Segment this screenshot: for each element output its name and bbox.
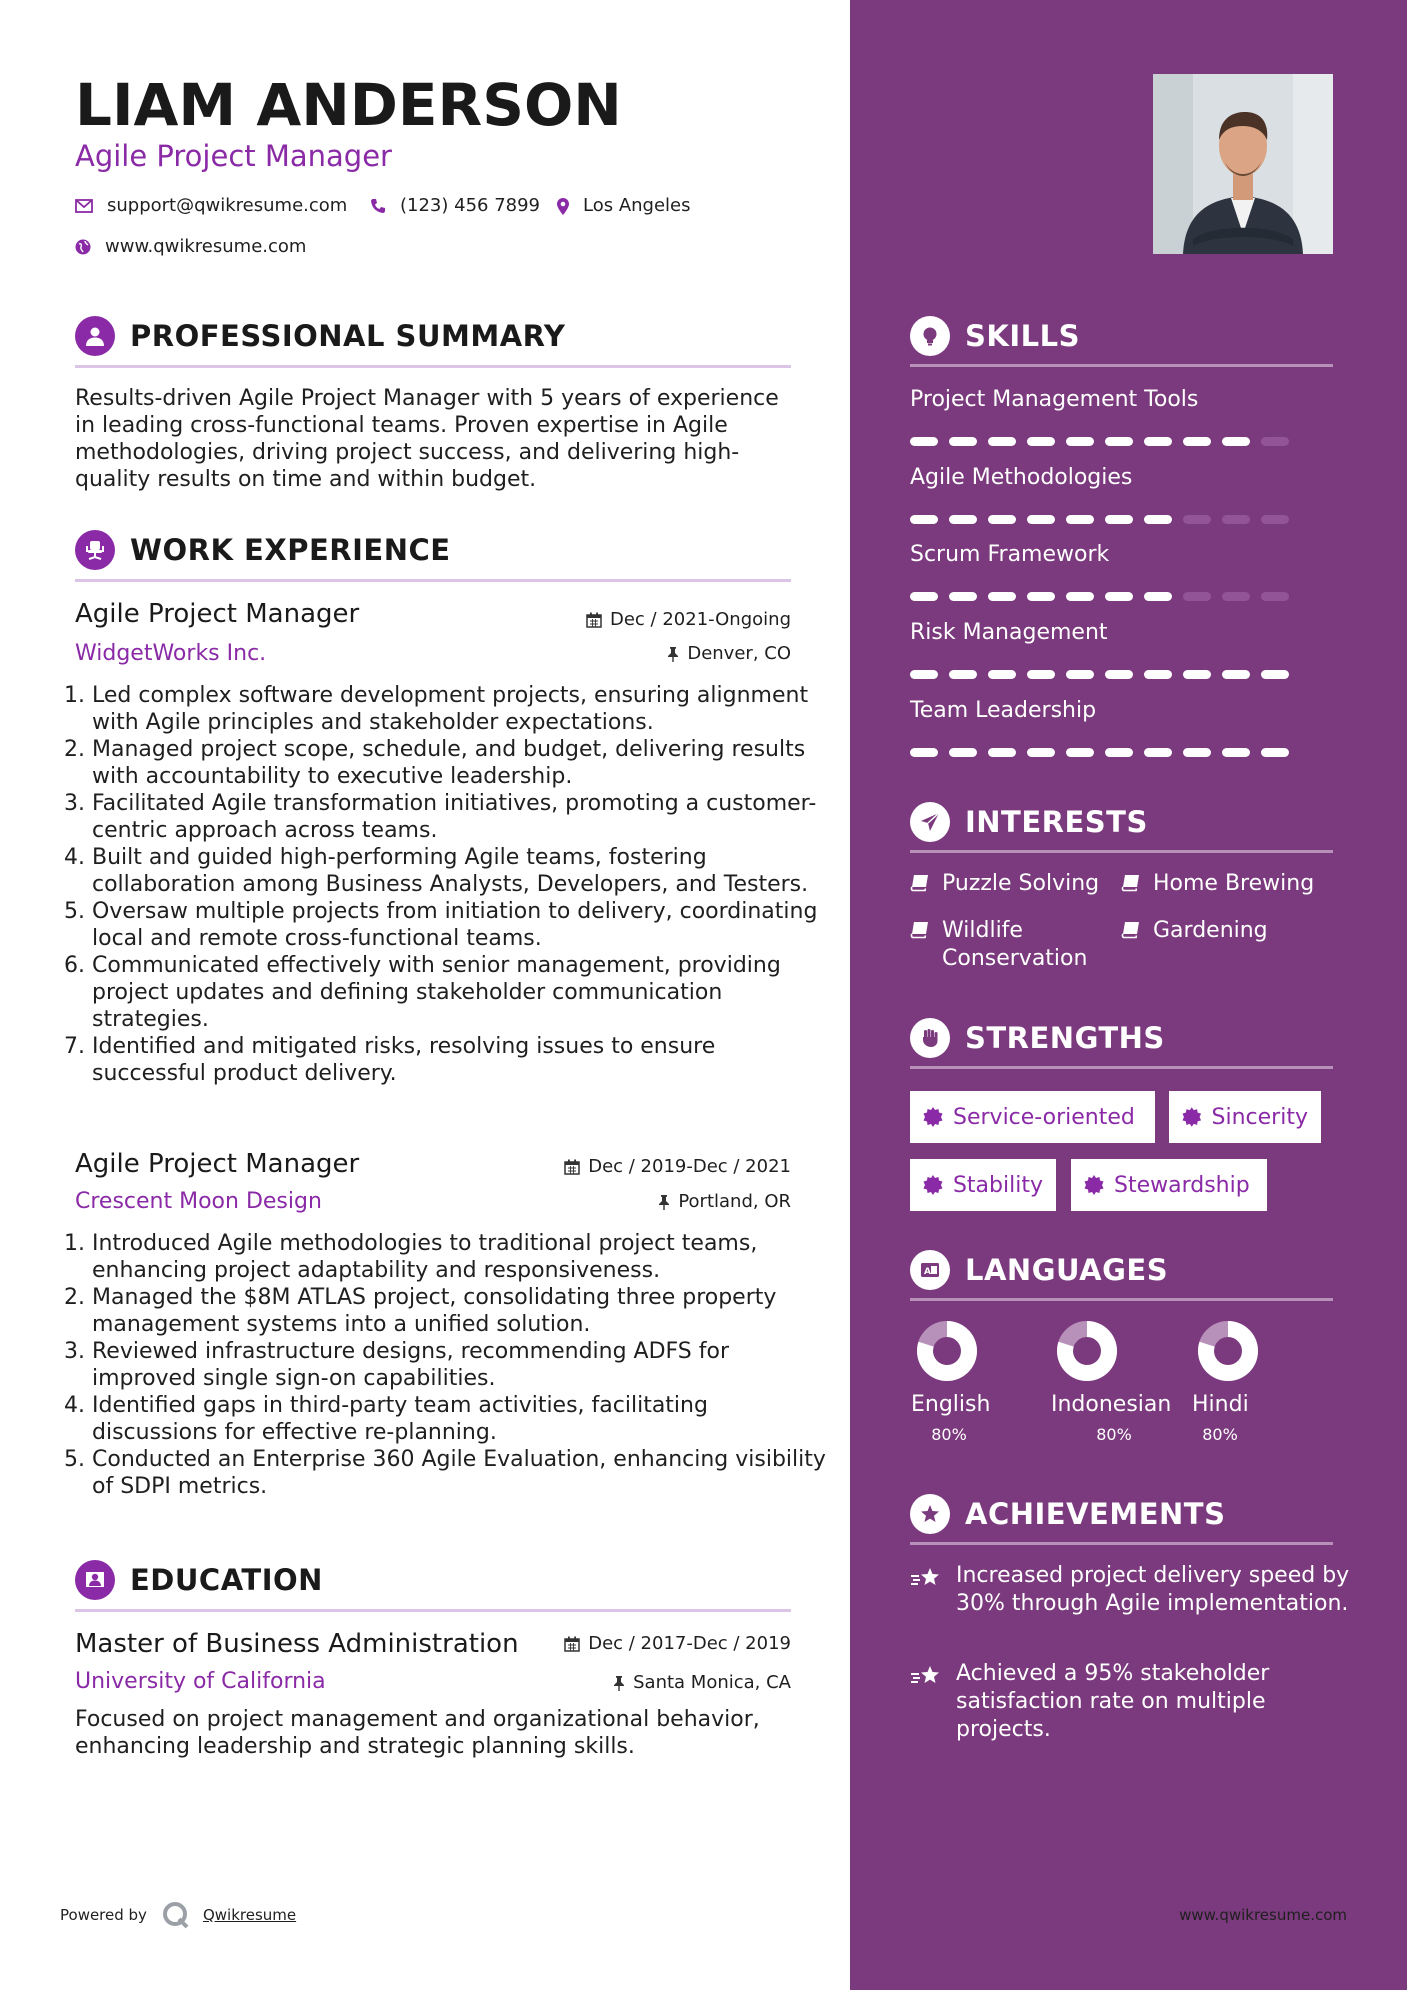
job-location-text: Portland, OR [678, 1191, 791, 1212]
skill-dash-empty [1222, 592, 1250, 601]
experience-title: WORK EXPERIENCE [130, 533, 451, 567]
website-text: www.qwikresume.com [105, 236, 307, 257]
skill-dash-filled [1183, 670, 1211, 679]
interests-title: INTERESTS [965, 805, 1148, 839]
skill-dash-filled [1183, 748, 1211, 757]
education-dates-text: Dec / 2017-Dec / 2019 [588, 1633, 791, 1654]
skill-dash-filled [1066, 437, 1094, 446]
list-item: 1. Led complex software development projects, ensuring alignment with Agile principles and stakeholder expectations. [92, 682, 832, 736]
interest-item [1121, 870, 1341, 898]
list-item: 7. Identified and mitigated risks, resolving issues to ensure successful product delivery. [92, 1033, 832, 1087]
book-icon [910, 874, 930, 892]
education-dates [564, 1632, 791, 1656]
skill-dash-filled [1222, 437, 1250, 446]
achievement-text: Achieved a 95% stakeholder satisfaction rate on multiple projects. [956, 1661, 1270, 1742]
pushpin-icon [667, 646, 679, 662]
profile-photo [1153, 74, 1333, 254]
strengths-title: STRENGTHS [965, 1021, 1165, 1055]
list-item: 3. Reviewed infrastructure designs, recommending ADFS for improved single sign-on capabilities. [92, 1338, 832, 1392]
footer-powered-by [60, 1900, 296, 1930]
achievement-text: Increased project delivery speed by 30% through Agile implementation. [956, 1563, 1350, 1616]
interest-item [910, 917, 1110, 973]
skill-dash-filled [910, 748, 938, 757]
badge-icon [1084, 1175, 1104, 1195]
skill-dash-filled [1222, 670, 1250, 679]
list-item: 4. Identified gaps in third-party team activities, facilitating discussions for effective re-planning. [92, 1392, 832, 1446]
list-item: 2. Managed project scope, schedule, and budget, delivering results with accountability to executive leadership. [92, 736, 832, 790]
section-divider [75, 365, 791, 368]
skill-dash-empty [1261, 515, 1289, 524]
language-name: Indonesian [1051, 1392, 1172, 1417]
skill-dash-filled [910, 437, 938, 446]
skill-dash-filled [1105, 748, 1133, 757]
interest-label: Wildlife Conservation [942, 918, 1088, 971]
email-text: support@qwikresume.com [107, 195, 348, 216]
skill-dash-filled [1105, 670, 1133, 679]
section-divider [910, 364, 1333, 367]
strength-label: Stability [952, 1172, 1043, 1198]
skill-dash-filled [949, 515, 977, 524]
map-pin-icon [557, 198, 569, 215]
strengths-heading [910, 1018, 1333, 1068]
book-icon [1121, 874, 1141, 892]
skill-level-bar [910, 515, 1300, 524]
skill-dash-filled [910, 515, 938, 524]
section-divider [910, 1542, 1333, 1545]
education-heading [75, 1560, 791, 1612]
strength-label: Sincerity [1211, 1104, 1308, 1130]
skill-level-bar [910, 437, 1300, 446]
language-ring [1197, 1320, 1259, 1382]
strength-label: Service-oriented [953, 1104, 1135, 1130]
paper-plane-icon [910, 802, 950, 842]
footer-url[interactable]: www.qwikresume.com [1179, 1906, 1347, 1924]
job-location [658, 1190, 791, 1214]
skill-dash-filled [988, 515, 1016, 524]
job-dates-text: Dec / 2019-Dec / 2021 [588, 1156, 791, 1177]
skill-dash-empty [1261, 592, 1289, 601]
job-title: Agile Project Manager [75, 599, 360, 629]
contact-phone[interactable] [370, 194, 540, 218]
skill-dash-empty [1261, 437, 1289, 446]
skill-dash-filled [988, 670, 1016, 679]
skill-dash-empty [1183, 592, 1211, 601]
skill-dash-filled [1027, 670, 1055, 679]
language-percent: 80% [1202, 1425, 1238, 1444]
skill-dash-filled [988, 748, 1016, 757]
envelope-icon [75, 199, 93, 213]
skill-level-bar [910, 592, 1300, 601]
badge-icon [1182, 1107, 1202, 1127]
contact-location [557, 194, 691, 218]
languages-heading [910, 1250, 1333, 1300]
shooting-star-icon [910, 1566, 942, 1590]
language-ring [916, 1320, 978, 1382]
badge-icon [923, 1107, 943, 1127]
calendar-icon [564, 1636, 580, 1652]
location-text: Los Angeles [583, 195, 691, 216]
job-dates [586, 608, 791, 632]
list-item: 3. Facilitated Agile transformation initiatives, promoting a customer-centric approach across teams. [92, 790, 832, 844]
skill-dash-filled [1027, 515, 1055, 524]
list-item: 6. Communicated effectively with senior management, providing project updates and defining stakeholder communication strategies. [92, 952, 832, 1033]
star-badge-icon [910, 1494, 950, 1534]
skill-dash-empty [1183, 515, 1211, 524]
strength-chip [910, 1159, 1056, 1211]
education-location-text: Santa Monica, CA [633, 1672, 791, 1693]
education-title: EDUCATION [130, 1563, 323, 1597]
skill-dash-filled [1105, 515, 1133, 524]
section-divider [75, 1609, 791, 1612]
language-name: Hindi [1192, 1392, 1249, 1417]
phone-icon [370, 198, 386, 214]
calendar-icon [564, 1159, 580, 1175]
skill-dash-filled [1105, 592, 1133, 601]
language-name: English [911, 1392, 991, 1417]
skill-dash-filled [1183, 437, 1211, 446]
skill-dash-filled [910, 592, 938, 601]
skill-dash-filled [1066, 592, 1094, 601]
job-bullets [62, 682, 832, 1087]
graduate-icon [75, 1560, 115, 1600]
language-ring [1056, 1320, 1118, 1382]
skill-dash-filled [1066, 670, 1094, 679]
list-item: 4. Built and guided high-performing Agile teams, fostering collaboration among Business Analysts, Developers, and Testers. [92, 844, 832, 898]
contact-website[interactable] [75, 235, 306, 259]
list-item: 2. Managed the $8M ATLAS project, consolidating three property management systems into a unified solution. [92, 1284, 832, 1338]
summary-title: PROFESSIONAL SUMMARY [130, 319, 566, 353]
job-title: Agile Project Manager [75, 1149, 360, 1179]
strength-chip [1071, 1159, 1267, 1211]
section-divider [910, 1066, 1333, 1069]
globe-icon [75, 239, 91, 255]
school-name: University of California [75, 1669, 326, 1694]
language-percent: 80% [1096, 1425, 1132, 1444]
achievements-heading [910, 1494, 1333, 1544]
interest-item [910, 870, 1110, 898]
degree-title: Master of Business Administration [75, 1629, 519, 1659]
strength-chip [1169, 1091, 1321, 1143]
achievement-item [910, 1562, 1350, 1652]
skill-dash-filled [988, 437, 1016, 446]
job-location-text: Denver, CO [687, 643, 791, 664]
skill-dash-filled [1144, 592, 1172, 601]
skill-dash-filled [1144, 748, 1172, 757]
skills-heading [910, 316, 1333, 366]
job-location [667, 642, 791, 666]
user-icon [75, 316, 115, 356]
skill-dash-filled [1027, 437, 1055, 446]
job-bullets [62, 1230, 832, 1500]
skill-dash-filled [1066, 515, 1094, 524]
skill-dash-empty [1222, 515, 1250, 524]
education-location [613, 1671, 791, 1695]
skill-name: Team Leadership [910, 698, 1097, 723]
interest-label: Home Brewing [1153, 871, 1315, 896]
candidate-name: LIAM ANDERSON [75, 71, 622, 139]
svg-text:A: A [924, 1267, 931, 1277]
skill-dash-filled [949, 670, 977, 679]
achievements-title: ACHIEVEMENTS [965, 1497, 1226, 1531]
experience-heading [75, 530, 791, 582]
book-icon [1121, 921, 1141, 939]
skill-dash-filled [1144, 437, 1172, 446]
skill-dash-filled [1105, 437, 1133, 446]
skills-title: SKILLS [965, 319, 1080, 353]
skill-dash-filled [1261, 748, 1289, 757]
skill-dash-filled [949, 748, 977, 757]
skill-name: Risk Management [910, 620, 1108, 645]
interest-label: Gardening [1153, 918, 1268, 943]
office-chair-icon [75, 530, 115, 570]
fist-icon [910, 1018, 950, 1058]
qwikresume-link[interactable]: Qwikresume [202, 1906, 297, 1924]
skill-dash-filled [1261, 670, 1289, 679]
skill-dash-filled [910, 670, 938, 679]
skill-name: Agile Methodologies [910, 465, 1133, 490]
summary-text: Results-driven Agile Project Manager with 5 years of experience in leading cross-functional teams. Proven expertise in Agile methodologies, driving project success, and delivering high-quality results on time and within budget. [75, 386, 779, 492]
skill-level-bar [910, 670, 1300, 679]
skill-name: Project Management Tools [910, 387, 1199, 412]
languages-title: LANGUAGES [965, 1253, 1169, 1287]
lightbulb-icon [910, 316, 950, 356]
skill-dash-filled [1144, 670, 1172, 679]
book-icon [910, 921, 930, 939]
interest-item [1121, 917, 1341, 945]
job-dates [564, 1155, 791, 1179]
education-text: Focused on project management and organizational behavior, enhancing leadership and strategic planning skills. [75, 1707, 760, 1759]
skill-dash-filled [949, 437, 977, 446]
candidate-role: Agile Project Manager [75, 139, 392, 173]
list-item: 5. Conducted an Enterprise 360 Agile Evaluation, enhancing visibility of SDPI metrics. [92, 1446, 832, 1500]
skill-dash-filled [1144, 515, 1172, 524]
powered-by-label: Powered by [60, 1906, 147, 1924]
qwikresume-logo-icon [161, 1900, 191, 1930]
skill-name: Scrum Framework [910, 542, 1110, 567]
skill-dash-filled [1066, 748, 1094, 757]
skill-dash-filled [1027, 748, 1055, 757]
badge-icon [923, 1175, 943, 1195]
section-divider [910, 1298, 1333, 1301]
translate-icon [910, 1250, 950, 1290]
language-percent: 80% [931, 1425, 967, 1444]
company-name: Crescent Moon Design [75, 1189, 322, 1214]
strength-label: Stewardship [1114, 1172, 1250, 1198]
achievement-item [910, 1660, 1340, 1750]
interest-label: Puzzle Solving [942, 871, 1100, 896]
skill-dash-filled [988, 592, 1016, 601]
list-item: 1. Introduced Agile methodologies to traditional project teams, enhancing project adaptability and responsiveness. [92, 1230, 832, 1284]
list-item: 5. Oversaw multiple projects from initiation to delivery, coordinating local and remote cross-functional teams. [92, 898, 832, 952]
skill-dash-filled [1027, 592, 1055, 601]
skill-dash-filled [1222, 748, 1250, 757]
strength-chip [910, 1091, 1155, 1143]
section-divider [75, 579, 791, 582]
section-divider [910, 850, 1333, 853]
skill-dash-filled [949, 592, 977, 601]
company-name: WidgetWorks Inc. [75, 641, 267, 666]
shooting-star-icon [910, 1664, 942, 1688]
phone-text: (123) 456 7899 [400, 195, 541, 216]
pushpin-icon [658, 1194, 670, 1210]
interests-heading [910, 802, 1333, 852]
skill-level-bar [910, 748, 1300, 757]
contact-email[interactable] [75, 194, 347, 218]
job-dates-text: Dec / 2021-Ongoing [610, 609, 791, 630]
calendar-icon [586, 612, 602, 628]
pushpin-icon [613, 1675, 625, 1691]
summary-heading [75, 316, 791, 368]
